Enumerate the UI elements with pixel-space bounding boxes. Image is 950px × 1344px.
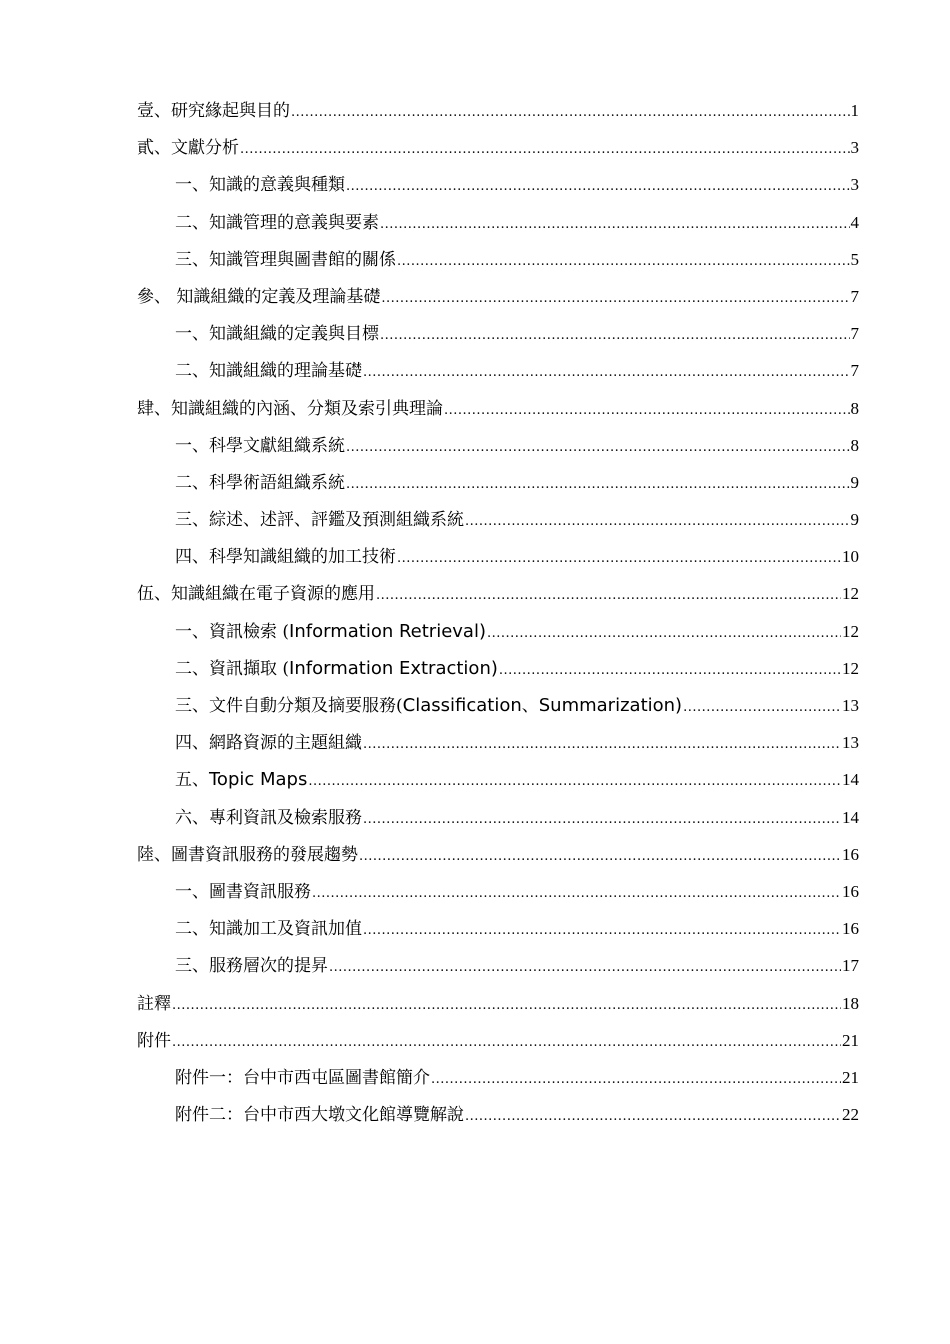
toc-page-number: 18 bbox=[842, 993, 859, 1013]
toc-dot-leader bbox=[172, 1024, 841, 1061]
toc-dot-leader bbox=[487, 615, 841, 652]
toc-entry[interactable] bbox=[137, 761, 859, 798]
toc-entry[interactable] bbox=[137, 129, 859, 166]
toc-page-number: 7 bbox=[850, 361, 859, 381]
toc-dot-leader bbox=[380, 206, 850, 243]
toc-entry[interactable] bbox=[137, 241, 859, 278]
toc-entry[interactable] bbox=[137, 92, 859, 129]
toc-entry[interactable] bbox=[137, 166, 859, 203]
toc-dot-leader bbox=[363, 801, 841, 838]
toc-dot-leader bbox=[444, 392, 850, 429]
toc-entry[interactable] bbox=[137, 613, 859, 650]
toc-entry-label: 三、文件自動分類及摘要服務(Classification、Summarization) bbox=[175, 695, 683, 716]
toc-entry-label: 一、資訊檢索 (Information Retrieval) bbox=[175, 620, 486, 642]
toc-page-number: 5 bbox=[850, 249, 859, 269]
toc-entry-label: 附件 bbox=[137, 1030, 171, 1051]
toc-dot-leader bbox=[465, 503, 850, 540]
toc-page-number: 9 bbox=[850, 510, 859, 530]
toc-page-number: 22 bbox=[842, 1105, 859, 1125]
toc-dot-leader bbox=[363, 354, 850, 391]
toc-entry[interactable] bbox=[137, 278, 859, 315]
toc-entry[interactable] bbox=[137, 1022, 859, 1059]
toc-entry-label: 四、網路資源的主題組織 bbox=[175, 733, 362, 754]
toc-page-number: 16 bbox=[842, 844, 859, 864]
toc-entry-label: 二、知識組織的理論基礎 bbox=[175, 361, 362, 382]
toc-dot-leader bbox=[465, 1098, 841, 1135]
toc-entry-label: 參、 知識組織的定義及理論基礎 bbox=[137, 286, 381, 307]
toc-dot-leader bbox=[346, 168, 850, 205]
toc-entry[interactable] bbox=[137, 947, 859, 984]
toc-entry[interactable] bbox=[137, 985, 859, 1022]
toc-entry[interactable] bbox=[137, 204, 859, 241]
toc-page-number: 10 bbox=[842, 547, 859, 567]
toc-entry[interactable] bbox=[137, 352, 859, 389]
toc-dot-leader bbox=[499, 652, 841, 689]
toc-dot-leader bbox=[397, 243, 850, 280]
toc-dot-leader bbox=[380, 317, 850, 354]
toc-page-number: 14 bbox=[842, 807, 859, 827]
toc-page-number: 8 bbox=[850, 398, 859, 418]
toc-entry-label: 三、綜述、述評、評鑑及預測組織系統 bbox=[175, 510, 464, 531]
toc-page-number: 3 bbox=[850, 138, 859, 158]
toc-page-number: 16 bbox=[842, 881, 859, 901]
toc-page-number: 7 bbox=[850, 324, 859, 344]
toc-entry-label: 三、服務層次的提昇 bbox=[175, 956, 328, 977]
toc-entry[interactable] bbox=[137, 1059, 859, 1096]
toc-dot-leader bbox=[291, 94, 850, 131]
toc-page-number: 3 bbox=[850, 175, 859, 195]
toc-entry-label: 二、資訊擷取 (Information Extraction) bbox=[175, 657, 498, 679]
toc-entry-label: 五、Topic Maps bbox=[175, 769, 308, 791]
toc-dot-leader bbox=[346, 466, 850, 503]
toc-dot-leader bbox=[359, 838, 841, 875]
toc-page-number: 12 bbox=[842, 658, 859, 678]
toc-entry[interactable] bbox=[137, 836, 859, 873]
toc-entry-label: 肆、知識組織的內涵、分類及索引典理論 bbox=[137, 398, 443, 419]
toc-dot-leader bbox=[172, 987, 841, 1024]
toc-entry[interactable] bbox=[137, 650, 859, 687]
toc-dot-leader bbox=[346, 429, 850, 466]
toc-page-number: 21 bbox=[842, 1030, 859, 1050]
toc-entry[interactable] bbox=[137, 464, 859, 501]
toc-entry-label: 一、科學文獻組織系統 bbox=[175, 435, 345, 456]
toc-page-number: 7 bbox=[850, 286, 859, 306]
toc-page-number: 12 bbox=[842, 584, 859, 604]
toc-dot-leader bbox=[363, 912, 841, 949]
toc-dot-leader bbox=[312, 875, 841, 912]
toc-entry-label: 一、圖書資訊服務 bbox=[175, 881, 311, 902]
toc-entry[interactable] bbox=[137, 724, 859, 761]
toc-entry[interactable] bbox=[137, 873, 859, 910]
toc-entry-label: 一、知識的意義與種類 bbox=[175, 175, 345, 196]
toc-page-number: 13 bbox=[842, 733, 859, 753]
toc-entry-label: 二、科學術語組織系統 bbox=[175, 472, 345, 493]
toc-entry-label: 四、科學知識組織的加工技術 bbox=[175, 547, 396, 568]
toc-entry-label: 陸、圖書資訊服務的發展趨勢 bbox=[137, 844, 358, 865]
toc-entry[interactable] bbox=[137, 501, 859, 538]
toc-page-number: 13 bbox=[842, 696, 859, 715]
toc-page-number: 9 bbox=[850, 472, 859, 492]
toc-dot-leader bbox=[308, 763, 841, 800]
toc-entry-label: 貳、文獻分析 bbox=[137, 138, 239, 159]
toc-entry-label: 壹、研究緣起與目的 bbox=[137, 101, 290, 121]
toc-dot-leader bbox=[240, 131, 850, 168]
toc-dot-leader bbox=[683, 689, 841, 726]
toc-page-number: 12 bbox=[842, 621, 859, 641]
toc-dot-leader bbox=[363, 726, 841, 763]
toc-entry-label: 六、專利資訊及檢索服務 bbox=[175, 807, 362, 828]
toc-entry[interactable] bbox=[137, 538, 859, 575]
toc-page-number: 14 bbox=[842, 770, 859, 790]
toc-dot-leader bbox=[376, 577, 841, 614]
toc-entry-label: 二、知識加工及資訊加值 bbox=[175, 919, 362, 940]
toc-page-number: 4 bbox=[850, 212, 859, 232]
toc-dot-leader bbox=[329, 949, 841, 986]
toc-entry-label: 一、知識組織的定義與目標 bbox=[175, 324, 379, 345]
table-of-contents bbox=[137, 92, 859, 1133]
toc-entry-label: 附件一：台中市西屯區圖書館簡介 bbox=[175, 1067, 430, 1088]
toc-entry[interactable] bbox=[137, 910, 859, 947]
toc-dot-leader bbox=[431, 1061, 841, 1098]
toc-page-number: 17 bbox=[842, 956, 859, 976]
toc-entry[interactable] bbox=[137, 427, 859, 464]
toc-page-number: 21 bbox=[842, 1067, 859, 1087]
toc-page-number: 1 bbox=[850, 101, 859, 120]
toc-entry-label: 附件二：台中市西大墩文化館導覽解說 bbox=[175, 1105, 464, 1126]
toc-entry[interactable] bbox=[137, 390, 859, 427]
toc-dot-leader bbox=[381, 280, 849, 317]
toc-entry-label: 二、知識管理的意義與要素 bbox=[175, 212, 379, 233]
toc-entry[interactable] bbox=[137, 315, 859, 352]
toc-entry-label: 註釋 bbox=[137, 993, 171, 1014]
toc-page-number: 8 bbox=[850, 435, 859, 455]
toc-entry[interactable] bbox=[137, 1096, 859, 1133]
toc-entry-label: 三、知識管理與圖書館的關係 bbox=[175, 249, 396, 270]
toc-dot-leader bbox=[397, 540, 841, 577]
toc-entry-label: 伍、知識組織在電子資源的應用 bbox=[137, 584, 375, 605]
toc-entry[interactable] bbox=[137, 575, 859, 612]
toc-entry[interactable] bbox=[137, 687, 859, 724]
toc-page-number: 16 bbox=[842, 919, 859, 939]
toc-entry[interactable] bbox=[137, 799, 859, 836]
